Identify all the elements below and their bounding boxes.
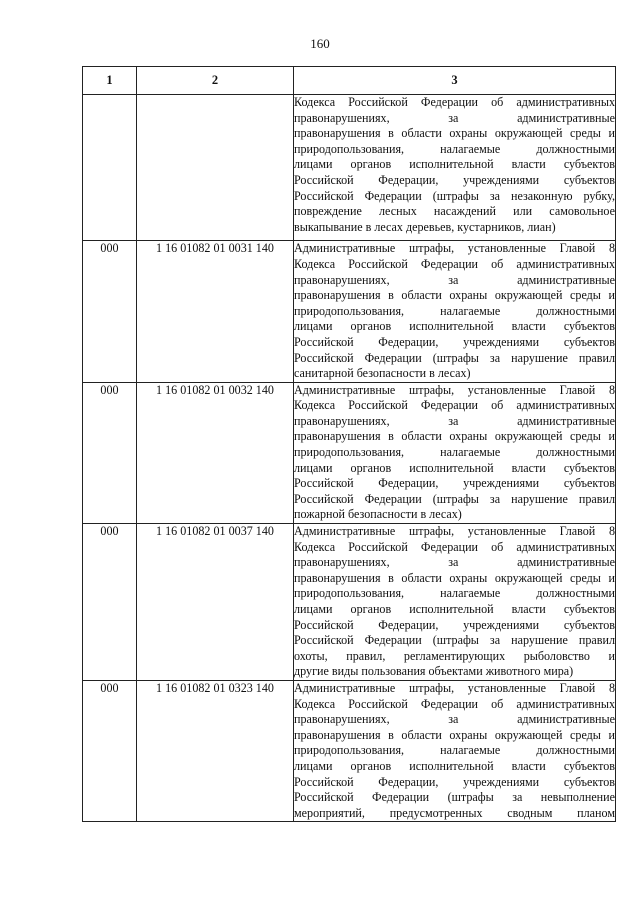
description-line: Российской Федерации (штрафы за незаконную рубку, xyxy=(294,188,615,203)
page-number: 160 xyxy=(310,36,330,51)
description-line: охоты, правил, регламентирующих рыболовство и xyxy=(294,648,615,663)
admin-code-cell xyxy=(83,95,137,241)
table-row xyxy=(83,680,616,821)
description-line: правонарушениях, за административные xyxy=(294,555,615,570)
description-line: выкапывание в лесах деревьев, кустарников, лиан) xyxy=(294,219,556,234)
description-line: Российской Федерации, учреждениями субъектов xyxy=(294,172,615,187)
table-row xyxy=(83,382,616,523)
description-cell xyxy=(294,241,616,382)
kbk-code-cell: 1 16 01082 01 0323 140 xyxy=(137,680,294,821)
description-line: правонарушения в области охраны окружающей среды и xyxy=(294,126,615,141)
description-line: лицами органов исполнительной власти субъектов xyxy=(294,460,615,475)
admin-code-cell: 000 xyxy=(83,382,137,523)
description-line: правонарушения в области охраны окружающей среды и xyxy=(294,727,615,742)
description-line: Российской Федерации (штрафы за нарушение правил xyxy=(294,633,615,648)
description-line: правонарушениях, за административные xyxy=(294,712,615,727)
table-row xyxy=(83,524,616,681)
description-line: Административные штрафы, установленные Главой 8 xyxy=(294,680,615,695)
description-line: мероприятий, предусмотренных сводным планом xyxy=(294,805,615,820)
column-header-2: 2 xyxy=(137,67,294,95)
description-line: Российской Федерации, учреждениями субъектов xyxy=(294,774,615,789)
description-line: Кодекса Российской Федерации об административных xyxy=(294,539,615,554)
description-line: правонарушения в области охраны окружающей среды и xyxy=(294,288,615,303)
description-line: лицами органов исполнительной власти субъектов xyxy=(294,758,615,773)
description-line: природопользования, налагаемые должностными xyxy=(294,141,615,156)
description-line: Кодекса Российской Федерации об административных xyxy=(294,398,615,413)
description-line: Кодекса Российской Федерации об административных xyxy=(294,95,615,109)
description-line: Российской Федерации (штрафы за невыполнение xyxy=(294,790,615,805)
description-line: Российской Федерации (штрафы за нарушение правил xyxy=(294,350,615,365)
description-line: правонарушениях, за административные xyxy=(294,272,615,287)
description-line: Российской Федерации, учреждениями субъектов xyxy=(294,617,615,632)
description-line: правонарушениях, за административные xyxy=(294,110,615,125)
kbk-code-cell: 1 16 01082 01 0031 140 xyxy=(137,241,294,382)
description-cell xyxy=(294,524,616,681)
kbk-code-cell xyxy=(137,95,294,241)
description-line: правонарушениях, за административные xyxy=(294,413,615,428)
description-line: пожарной безопасности в лесах) xyxy=(294,507,462,522)
column-header-1: 1 xyxy=(83,67,137,95)
kbk-code-cell: 1 16 01082 01 0032 140 xyxy=(137,382,294,523)
description-line: Кодекса Российской Федерации об административных xyxy=(294,256,615,271)
description-line: Российской Федерации (штрафы за нарушение правил xyxy=(294,491,615,506)
description-line: Административные штрафы, установленные Главой 8 xyxy=(294,524,615,539)
description-cell xyxy=(294,382,616,523)
description-line: природопользования, налагаемые должностными xyxy=(294,445,615,460)
table-header-row xyxy=(83,67,616,95)
description-line: лицами органов исполнительной власти субъектов xyxy=(294,602,615,616)
description-line: природопользования, налагаемые должностными xyxy=(294,303,615,318)
description-line: природопользования, налагаемые должностными xyxy=(294,743,615,758)
table-row xyxy=(83,241,616,382)
description-line: Кодекса Российской Федерации об административных xyxy=(294,696,615,711)
kbk-code-cell: 1 16 01082 01 0037 140 xyxy=(137,524,294,681)
description-line: правонарушения в области охраны окружающей среды и xyxy=(294,429,615,444)
admin-code-cell: 000 xyxy=(83,680,137,821)
budget-codes-table xyxy=(82,66,616,822)
description-line: Административные штрафы, установленные Главой 8 xyxy=(294,382,615,397)
description-line: лицами органов исполнительной власти субъектов xyxy=(294,319,615,334)
description-line: повреждение лесных насаждений или самовольное xyxy=(294,204,615,219)
description-line: Российской Федерации, учреждениями субъектов xyxy=(294,334,615,349)
column-header-3: 3 xyxy=(294,67,616,95)
description-line: другие виды пользования объектами животного мира) xyxy=(294,664,574,679)
admin-code-cell: 000 xyxy=(83,524,137,681)
description-cell xyxy=(294,680,616,821)
description-line: правонарушения в области охраны окружающей среды и xyxy=(294,570,615,585)
description-line: Российской Федерации, учреждениями субъектов xyxy=(294,476,615,491)
description-line: природопользования, налагаемые должностными xyxy=(294,586,615,601)
description-line: санитарной безопасности в лесах) xyxy=(294,366,471,381)
description-line: Административные штрафы, установленные Главой 8 xyxy=(294,241,615,256)
description-line: лицами органов исполнительной власти субъектов xyxy=(294,157,615,172)
admin-code-cell: 000 xyxy=(83,241,137,382)
table-row xyxy=(83,95,616,241)
description-cell xyxy=(294,95,616,241)
